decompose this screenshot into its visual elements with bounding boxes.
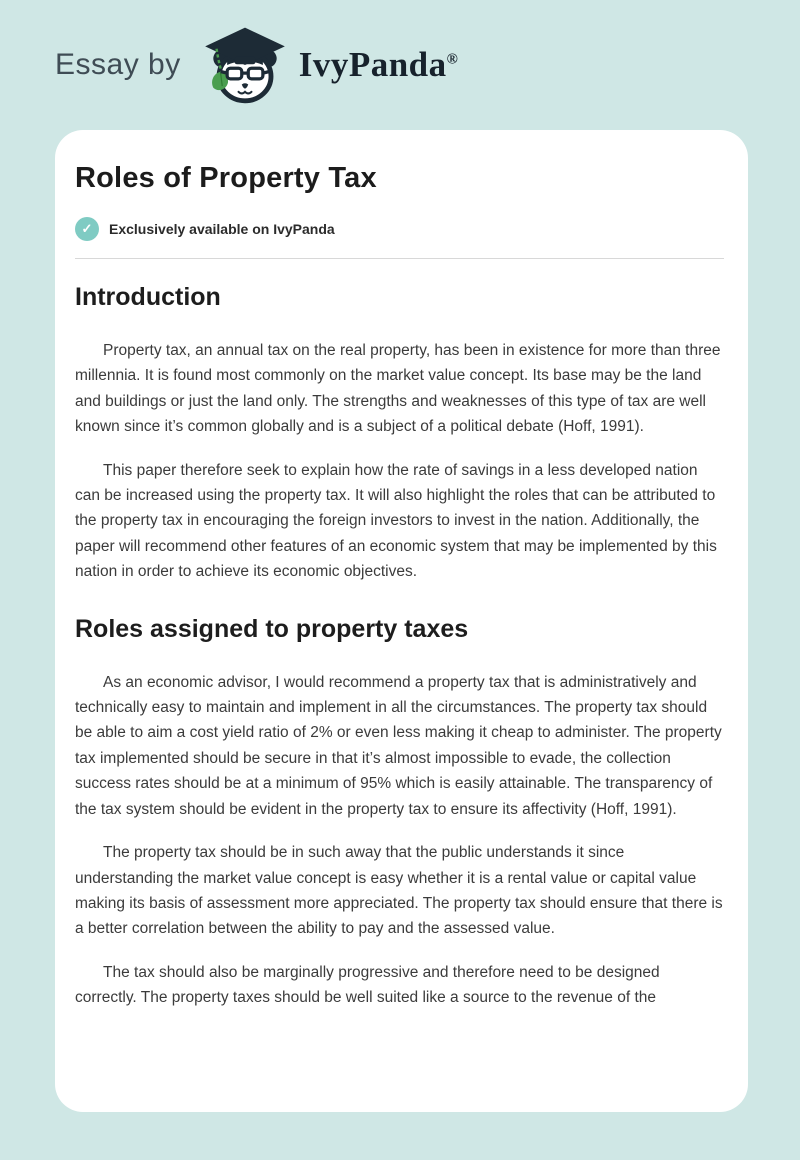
paragraph: Property tax, an annual tax on the real property, has been in existence for more than three millennia. It is found most commonly on the market value concept. Its base may be the land and buildings or just the land only. The strengths and weaknesses of this type of tax are well known since it’s common globally and is a subject of a political debate (Hoff, 1991). (75, 342, 721, 436)
site-header (0, 0, 800, 130)
paragraph: This paper therefore seek to explain how the rate of savings in a less developed nation can be increased using the property tax. It will also highlight the roles that can be attributed to the property tax in encouraging the foreign investors to invest in the nation. Additionally, the paper will recommend other features of an economic system that may be implemented by this nation in order to achieve its economic objectives. (75, 461, 717, 581)
paragraph: The property tax should be in such away that the public understands it since understanding the market value concept is easy whether it is a rental value or capital value making its basis of assessment more appreciated. The property tax should ensure that there is a better correlation between the ability to pay and the assessed value. (75, 844, 723, 938)
panda-graduate-logo-svg (199, 26, 291, 104)
paragraph: As an economic advisor, I would recommend a property tax that is administratively and technically easy to maintain and implement in all the circumstances. The property tax should be able to aim a cost yield ratio of 2% or even less making it cheap to administer. The property tax implemented should be secure in that it’s almost impossible to evade, the collection success rates should be at a minimum of 95% which is easily attainable. The transparency of the tax system should be evident in the property tax to ensure its affectivity (Hoff, 1991). (75, 673, 722, 818)
section-heading-introduction: Introduction (75, 283, 221, 311)
exclusive-badge (75, 217, 724, 241)
paragraph: The tax should also be marginally progressive and therefore need to be designed correctly. The property taxes should be well suited like a source to the revenue of the (75, 963, 660, 1007)
brand-name (299, 45, 459, 85)
registered-mark: ® (446, 51, 459, 68)
check-circle-icon: ✓ (75, 217, 99, 241)
section-heading-roles: Roles assigned to property taxes (75, 614, 469, 643)
essay-by-label: Essay by (55, 48, 181, 81)
essay-card (55, 130, 748, 1112)
ivypanda-panda-logo-icon (199, 26, 291, 104)
page-title: Roles of Property Tax (75, 162, 377, 194)
divider (75, 258, 724, 259)
brand-text: IvyPanda (298, 45, 447, 84)
exclusive-badge-label: Exclusively available on IvyPanda (109, 221, 335, 237)
